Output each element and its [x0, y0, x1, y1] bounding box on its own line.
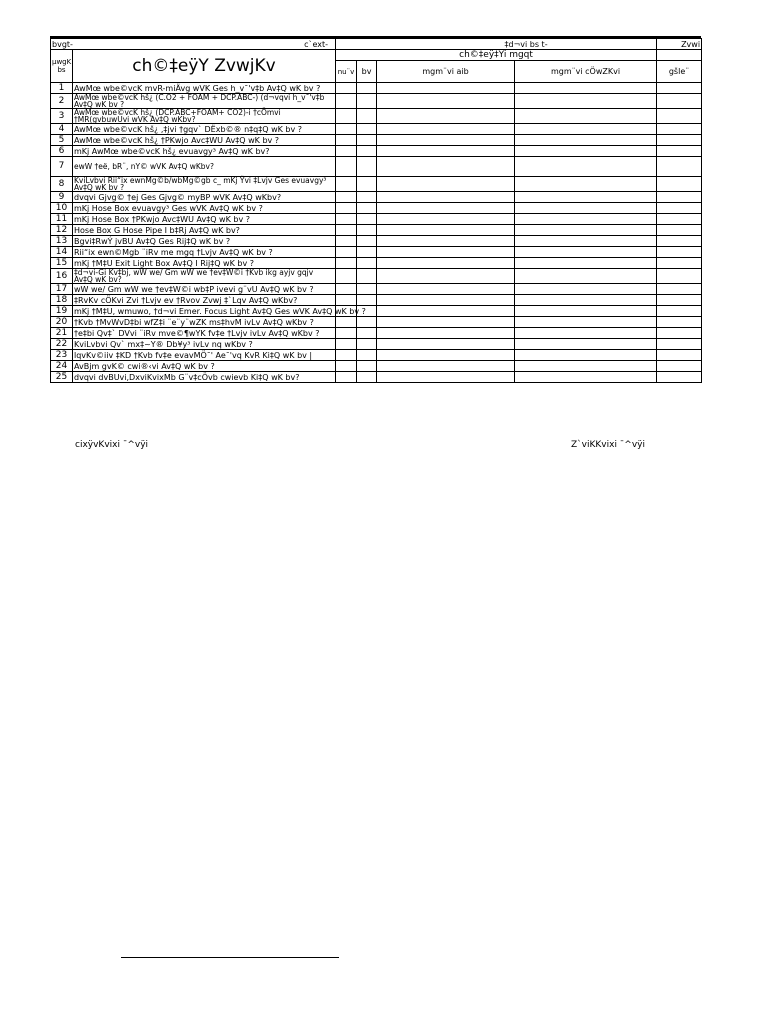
row-solution-cell — [515, 372, 657, 383]
row-remark-cell — [657, 192, 702, 203]
row-yes-cell — [336, 109, 357, 124]
row-number: 1 — [51, 83, 73, 94]
row-number: 11 — [51, 214, 73, 225]
row-no-cell — [357, 258, 377, 269]
checklist-rows — [51, 83, 702, 383]
row-solution-cell — [515, 269, 657, 284]
row-number: 6 — [51, 146, 73, 157]
row-number: 8 — [51, 177, 73, 192]
row-number: 4 — [51, 124, 73, 135]
row-yes-cell — [336, 192, 357, 203]
row-remark-cell — [657, 203, 702, 214]
row-problem-cell — [377, 306, 515, 317]
row-number: 2 — [51, 94, 73, 109]
row-question: KviLvbvi Rii“ix ewnMg©b/wbMg©gb c_ mKj Ÿvi ‡Lvjv Ges evuavgy³ Av‡Q wK bv ? — [73, 177, 336, 192]
row-question: AwMœ wbe©vcK hš¿ ,‡jvi †gqv` DËxb©® n‡q‡Q wK bv ? — [73, 124, 336, 135]
row-question: dvqvi Gjvg© †ej Ges Gjvg© myBP wVK Av‡Q wKbv? — [73, 192, 336, 203]
table-row — [51, 236, 702, 247]
row-remark-cell — [657, 94, 702, 109]
row-solution-cell — [515, 317, 657, 328]
row-remark-cell — [657, 350, 702, 361]
row-problem-cell — [377, 177, 515, 192]
row-yes-cell — [336, 269, 357, 284]
row-number: 5 — [51, 135, 73, 146]
row-problem-cell — [377, 361, 515, 372]
row-problem-cell — [377, 328, 515, 339]
row-no-cell — [357, 247, 377, 258]
row-remark-cell — [657, 258, 702, 269]
row-number: 21 — [51, 328, 73, 339]
row-remark-cell — [657, 372, 702, 383]
row-solution-cell — [515, 146, 657, 157]
row-question: mKj †M‡U Exit Light Box Av‡Q I Rij‡Q wK bv ? — [73, 258, 336, 269]
row-yes-cell — [336, 361, 357, 372]
table-row — [51, 124, 702, 135]
row-problem-cell — [377, 124, 515, 135]
row-problem-cell — [377, 350, 515, 361]
row-solution-cell — [515, 306, 657, 317]
row-question: wW we/ Gm wW we †ev‡W©i wb‡P ivevi g¨vU Av‡Q wK bv ? — [73, 284, 336, 295]
row-number: 3 — [51, 109, 73, 124]
row-problem-cell — [377, 146, 515, 157]
row-number: 13 — [51, 236, 73, 247]
row-problem-cell — [377, 83, 515, 94]
row-remark-cell — [657, 83, 702, 94]
row-remark-cell — [657, 157, 702, 177]
row-question: AwMœ wbe©vcK hš¿ (DCP.ABC+FOAM+ CO2)-i †cÖmvi †MR(gvbuwUvi wVK Av‡Q wKbv? — [73, 109, 336, 124]
table-row — [51, 295, 702, 306]
row-yes-cell — [336, 203, 357, 214]
row-no-cell — [357, 350, 377, 361]
row-no-cell — [357, 372, 377, 383]
row-remark-cell — [657, 146, 702, 157]
observation-group-header: ch©‡eÿ‡Yi mgqt — [336, 50, 657, 61]
row-no-cell — [357, 214, 377, 225]
row-no-cell — [357, 83, 377, 94]
table-row — [51, 328, 702, 339]
row-no-cell — [357, 317, 377, 328]
row-problem-cell — [377, 258, 515, 269]
col-no-header: bv — [357, 61, 377, 83]
row-remark-cell — [657, 328, 702, 339]
empty-header-cell — [657, 50, 702, 61]
row-no-cell — [357, 135, 377, 146]
row-question: AwMœ wbe©vcK mvR-miÄvg wVK Ges h_v¯'v‡b Av‡Q wK bv ? — [73, 83, 336, 94]
table-row — [51, 146, 702, 157]
table-row — [51, 306, 702, 317]
table-row — [51, 225, 702, 236]
row-number: 20 — [51, 317, 73, 328]
row-question: Rii“ix ewn©Mgb ¨iRv me mgq †Lvjv Av‡Q wK bv ? — [73, 247, 336, 258]
row-yes-cell — [336, 328, 357, 339]
row-remark-cell — [657, 269, 702, 284]
table-row — [51, 284, 702, 295]
row-number: 12 — [51, 225, 73, 236]
row-remark-cell — [657, 236, 702, 247]
row-question: AvBjm gvK© cwi®‹vi Av‡Q wK bv ? — [73, 361, 336, 372]
row-no-cell — [357, 339, 377, 350]
row-remark-cell — [657, 109, 702, 124]
checklist-table — [50, 38, 702, 383]
row-no-cell — [357, 295, 377, 306]
table-row — [51, 214, 702, 225]
table-row — [51, 258, 702, 269]
row-problem-cell — [377, 236, 515, 247]
row-remark-cell — [657, 214, 702, 225]
row-solution-cell — [515, 258, 657, 269]
row-solution-cell — [515, 339, 657, 350]
row-yes-cell — [336, 135, 357, 146]
row-solution-cell — [515, 225, 657, 236]
row-number: 24 — [51, 361, 73, 372]
row-number: 22 — [51, 339, 73, 350]
row-solution-cell — [515, 94, 657, 109]
row-problem-cell — [377, 109, 515, 124]
row-no-cell — [357, 192, 377, 203]
row-no-cell — [357, 225, 377, 236]
row-number: 25 — [51, 372, 73, 383]
row-solution-cell — [515, 109, 657, 124]
table-row — [51, 94, 702, 109]
row-question: †Kvb †MvWvD‡bi wfZ‡i ¨e¨y¨wZK ms‡hvM ivLv Av‡Q wKbv ? — [73, 317, 336, 328]
date-label: Zvwi — [657, 39, 702, 50]
row-no-cell — [357, 284, 377, 295]
row-problem-cell — [377, 192, 515, 203]
row-question: ‡RvKv cÖKvi Zvi †Lvjv ev †Rvov Zvwj ‡`Lqv Av‡Q wKbv? — [73, 295, 336, 306]
row-yes-cell — [336, 258, 357, 269]
row-no-cell — [357, 177, 377, 192]
row-yes-cell — [336, 146, 357, 157]
row-problem-cell — [377, 247, 515, 258]
row-question: Hose Box G Hose Pipe I b‡Rj Av‡Q wK bv? — [73, 225, 336, 236]
row-no-cell — [357, 109, 377, 124]
table-row — [51, 109, 702, 124]
row-solution-cell — [515, 214, 657, 225]
row-no-cell — [357, 269, 377, 284]
row-no-cell — [357, 146, 377, 157]
checklist-sheet — [50, 38, 701, 383]
row-remark-cell — [657, 306, 702, 317]
row-problem-cell — [377, 157, 515, 177]
right-signature-label: Z`viKKvixi ¯^vÿi — [571, 440, 646, 450]
row-question: lqvKv©iiv ‡KD †Kvb fv‡e evavMÖ¯' Ae¯'vq KvR Ki‡Q wK bv | — [73, 350, 336, 361]
row-number: 23 — [51, 350, 73, 361]
row-solution-cell — [515, 135, 657, 146]
row-no-cell — [357, 124, 377, 135]
table-row — [51, 372, 702, 383]
rating-label: ‡d¬vi bs t- — [504, 39, 548, 49]
col-problem-header: mgm¨vi aib — [377, 61, 515, 83]
row-number: 19 — [51, 306, 73, 317]
row-number: 9 — [51, 192, 73, 203]
row-question: AwMœ wbe©vcK hš¿ †PKwjo Avc‡WU Av‡Q wK bv ? — [73, 135, 336, 146]
row-question: mKj Hose Box †PKwjo Avc‡WU Av‡Q wK bv ? — [73, 214, 336, 225]
row-no-cell — [357, 361, 377, 372]
signature-line — [121, 957, 339, 958]
row-question: †e‡bi Qv‡` DVvi ¨iRv mve©¶wYK fv‡e †Lvjv ivLv Av‡Q wKbv ? — [73, 328, 336, 339]
row-question: Bgvi‡RwÝ jvBU Av‡Q Ges Rij‡Q wK bv ? — [73, 236, 336, 247]
header-row — [51, 39, 702, 50]
col-yes-header: nu¨v — [336, 61, 357, 83]
row-yes-cell — [336, 157, 357, 177]
row-remark-cell — [657, 317, 702, 328]
row-problem-cell — [377, 214, 515, 225]
left-signature-label: cixÿvKvixi ¯^vÿi — [75, 440, 149, 450]
row-solution-cell — [515, 124, 657, 135]
row-yes-cell — [336, 339, 357, 350]
row-solution-cell — [515, 157, 657, 177]
row-yes-cell — [336, 94, 357, 109]
row-yes-cell — [336, 284, 357, 295]
col-remark-header: gšle¨ — [657, 61, 702, 83]
table-row — [51, 317, 702, 328]
col-solution-header: mgm¨vi cÖwZKvi — [515, 61, 657, 83]
row-question: ewW †eë, bR¨, nY© wVK Av‡Q wKbv? — [73, 157, 336, 177]
row-question: mKj †M‡U, wmuwo, †d¬vi Emer. Focus Light Av‡Q Ges wVK Av‡Q wK bv ? — [74, 306, 366, 316]
serial-header: µwgK bs — [51, 50, 73, 83]
row-yes-cell — [336, 177, 357, 192]
row-problem-cell — [377, 225, 515, 236]
row-solution-cell — [515, 247, 657, 258]
table-row — [51, 339, 702, 350]
row-question: mKj Hose Box evuavgy³ Ges wVK Av‡Q wK bv ? — [73, 203, 336, 214]
column-group-row — [51, 50, 702, 61]
row-question: ‡d¬vi-Gi Kv‡bj, wW we/ Gm wW we †ev‡W©i †Kvb ikg ayjv gqjv Av‡Q wK bv? — [73, 269, 336, 284]
row-remark-cell — [657, 135, 702, 146]
row-remark-cell — [657, 295, 702, 306]
row-remark-cell — [657, 339, 702, 350]
row-number: 16 — [51, 269, 73, 284]
row-number: 15 — [51, 258, 73, 269]
row-number: 14 — [51, 247, 73, 258]
row-remark-cell — [657, 225, 702, 236]
row-yes-cell — [336, 225, 357, 236]
row-no-cell — [357, 236, 377, 247]
row-remark-cell — [657, 177, 702, 192]
row-remark-cell — [657, 284, 702, 295]
row-question: KviLvbvi Qv` mx‡~Y® Db¥y³ ivLv nq wKbv ? — [73, 339, 336, 350]
row-solution-cell — [515, 177, 657, 192]
header-rating — [336, 39, 657, 50]
row-yes-cell — [336, 236, 357, 247]
name-label: bvgt- — [52, 39, 73, 49]
row-remark-cell — [657, 361, 702, 372]
table-row — [51, 192, 702, 203]
row-yes-cell — [336, 83, 357, 94]
row-problem-cell — [377, 372, 515, 383]
list-title: ch©‡eÿY ZvwjKv — [73, 50, 336, 83]
row-yes-cell — [336, 124, 357, 135]
row-problem-cell — [377, 94, 515, 109]
row-problem-cell — [377, 284, 515, 295]
row-no-cell — [357, 157, 377, 177]
row-solution-cell — [515, 236, 657, 247]
row-question: mKj AwMœ wbe©vcK hš¿ evuavgy³ Av‡Q wK bv? — [73, 146, 336, 157]
row-yes-cell — [336, 295, 357, 306]
row-question: dvqvi dvBUvi,DxviKvixMb G¨v‡cÖvb cwievb Ki‡Q wK bv? — [73, 372, 336, 383]
table-row — [51, 247, 702, 258]
row-problem-cell — [377, 135, 515, 146]
row-solution-cell — [515, 284, 657, 295]
table-row — [51, 157, 702, 177]
row-question: AwMœ wbe©vcK hš¿ (C.O2 + FOAM + DCP.ABC-) (d¬vqvi h_v¯'v‡b Av‡Q wK bv ? — [73, 94, 336, 109]
row-yes-cell — [336, 317, 357, 328]
header-name-post — [51, 39, 336, 50]
row-remark-cell — [657, 124, 702, 135]
table-row — [51, 177, 702, 192]
table-row — [51, 350, 702, 361]
row-yes-cell — [336, 247, 357, 258]
row-solution-cell — [515, 83, 657, 94]
row-problem-cell — [377, 203, 515, 214]
row-solution-cell — [515, 203, 657, 214]
row-solution-cell — [515, 295, 657, 306]
row-solution-cell — [515, 350, 657, 361]
row-solution-cell — [515, 328, 657, 339]
table-row — [51, 135, 702, 146]
row-problem-cell — [377, 269, 515, 284]
table-row — [51, 203, 702, 214]
row-number: 17 — [51, 284, 73, 295]
row-number: 7 — [51, 157, 73, 177]
row-no-cell — [357, 203, 377, 214]
row-number: 18 — [51, 295, 73, 306]
row-yes-cell — [336, 350, 357, 361]
row-problem-cell — [377, 317, 515, 328]
row-problem-cell — [377, 339, 515, 350]
table-row — [51, 361, 702, 372]
row-yes-cell — [336, 214, 357, 225]
post-label: c`ext- — [304, 39, 329, 49]
row-solution-cell — [515, 361, 657, 372]
row-remark-cell — [657, 247, 702, 258]
row-no-cell — [357, 94, 377, 109]
row-problem-cell — [377, 295, 515, 306]
row-solution-cell — [515, 192, 657, 203]
row-number: 10 — [51, 203, 73, 214]
row-no-cell — [357, 328, 377, 339]
table-row — [51, 269, 702, 284]
row-yes-cell — [336, 372, 357, 383]
table-row — [51, 83, 702, 94]
